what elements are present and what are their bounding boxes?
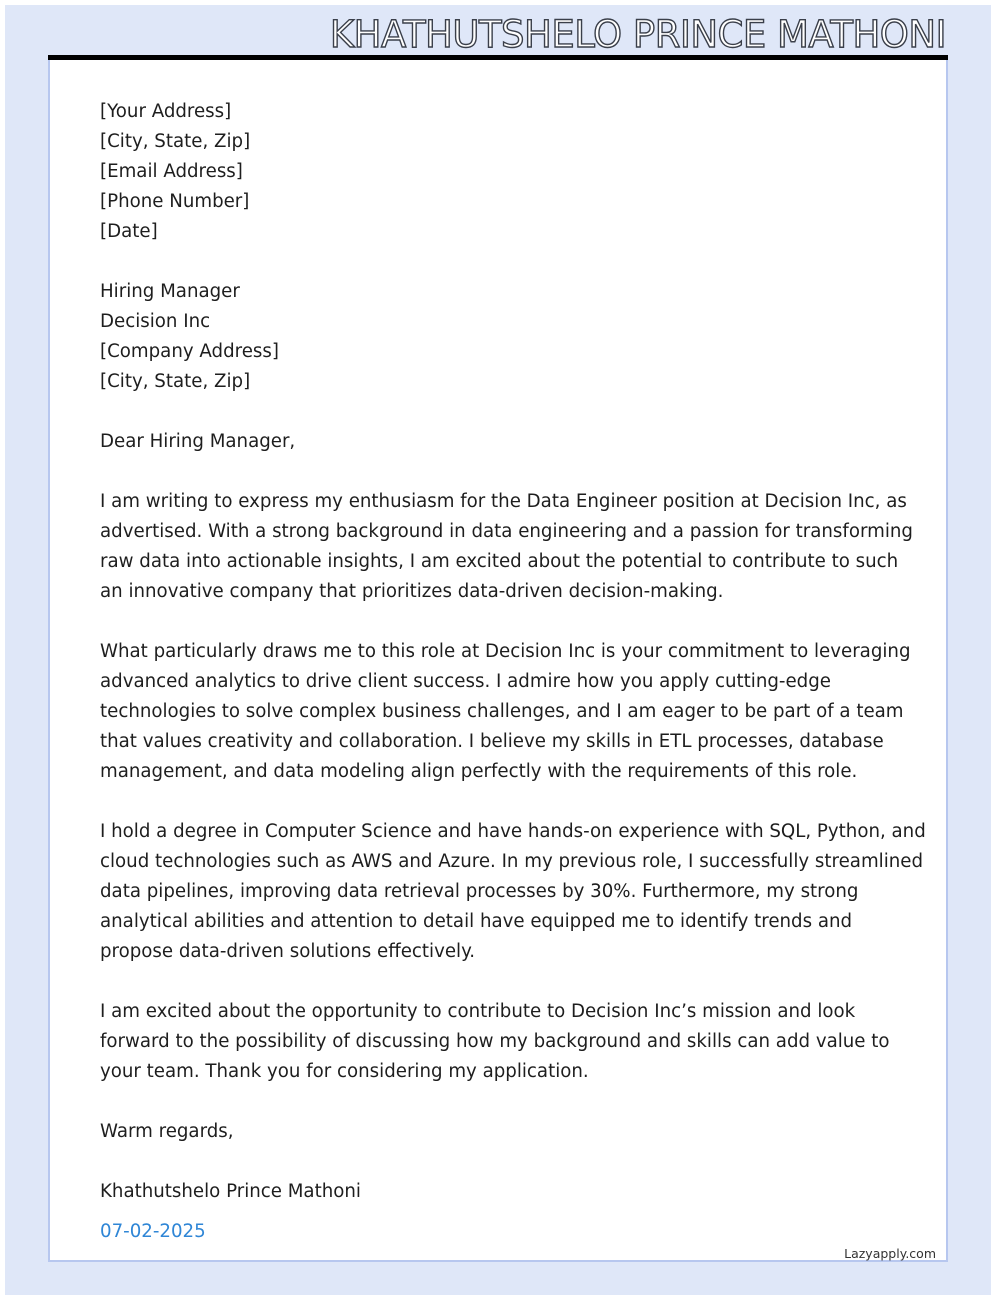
recipient-address-block <box>100 277 900 397</box>
paragraph-line: raw data into actionable insights, I am excited about the potential to contribute to such <box>100 551 899 572</box>
spacer <box>100 457 900 487</box>
paragraph-line: forward to the possibility of discussing how my background and skills can add value to <box>100 1031 890 1052</box>
spacer <box>100 967 900 997</box>
sender-date-line: [Date] <box>100 221 158 242</box>
spacer <box>100 607 900 637</box>
paragraph-line: an innovative company that prioritizes data-driven decision-making. <box>100 581 724 602</box>
recipient-company-line: Decision Inc <box>100 311 211 332</box>
sender-address-line: [Your Address] <box>100 101 232 122</box>
spacer <box>100 1087 900 1117</box>
brand-watermark: Lazyapply.com <box>844 1246 936 1261</box>
applicant-name-header: KHATHUTSHELO PRINCE MATHONI <box>329 13 946 56</box>
paragraph-line: data pipelines, improving data retrieval processes by 30%. Furthermore, my strong <box>100 881 859 902</box>
paragraph-line: cloud technologies such as AWS and Azure. In my previous role, I successfully streamlined <box>100 851 924 872</box>
paragraph-line: I am writing to express my enthusiasm for the Data Engineer position at Decision Inc, as <box>100 491 907 512</box>
sender-phone-line: [Phone Number] <box>100 191 250 212</box>
paragraph-line: I am excited about the opportunity to contribute to Decision Inc’s mission and look <box>100 1001 856 1022</box>
paragraph-line: technologies to solve complex business challenges, and I am eager to be part of a team <box>100 701 904 722</box>
sender-city-line: [City, State, Zip] <box>100 131 251 152</box>
body-paragraph-4 <box>100 997 900 1087</box>
spacer <box>100 397 900 427</box>
paragraph-line: I hold a degree in Computer Science and have hands-on experience with SQL, Python, and <box>100 821 926 842</box>
paragraph-line: advanced analytics to drive client success. I admire how you apply cutting-edge <box>100 671 831 692</box>
letter-body <box>100 97 926 1207</box>
paragraph-line: management, and data modeling align perfectly with the requirements of this role. <box>100 761 858 782</box>
signature-name: Khathutshelo Prince Mathoni <box>100 1181 361 1202</box>
paragraph-line: your team. Thank you for considering my application. <box>100 1061 589 1082</box>
body-paragraph-3 <box>100 817 926 967</box>
salutation: Dear Hiring Manager, <box>100 431 296 452</box>
recipient-title-line: Hiring Manager <box>100 281 240 302</box>
paragraph-line: that values creativity and collaboration. I believe my skills in ETL processes, database <box>100 731 884 752</box>
body-paragraph-2 <box>100 637 911 787</box>
date-stamp: 07-02-2025 <box>100 1221 206 1242</box>
recipient-address-line: [Company Address] <box>100 341 279 362</box>
paragraph-line: advertised. With a strong background in data engineering and a passion for transforming <box>100 521 913 542</box>
spacer <box>100 787 900 817</box>
closing: Warm regards, <box>100 1121 234 1142</box>
spacer <box>100 247 900 277</box>
body-paragraph-1 <box>100 487 913 607</box>
paragraph-line: What particularly draws me to this role at Decision Inc is your commitment to leveraging <box>100 641 911 662</box>
spacer <box>100 1147 900 1177</box>
paragraph-line: analytical abilities and attention to detail have equipped me to identify trends and <box>100 911 853 932</box>
recipient-city-line: [City, State, Zip] <box>100 371 251 392</box>
sender-email-line: [Email Address] <box>100 161 243 182</box>
sender-address-block <box>100 97 900 247</box>
paragraph-line: propose data-driven solutions effectively. <box>100 941 476 962</box>
